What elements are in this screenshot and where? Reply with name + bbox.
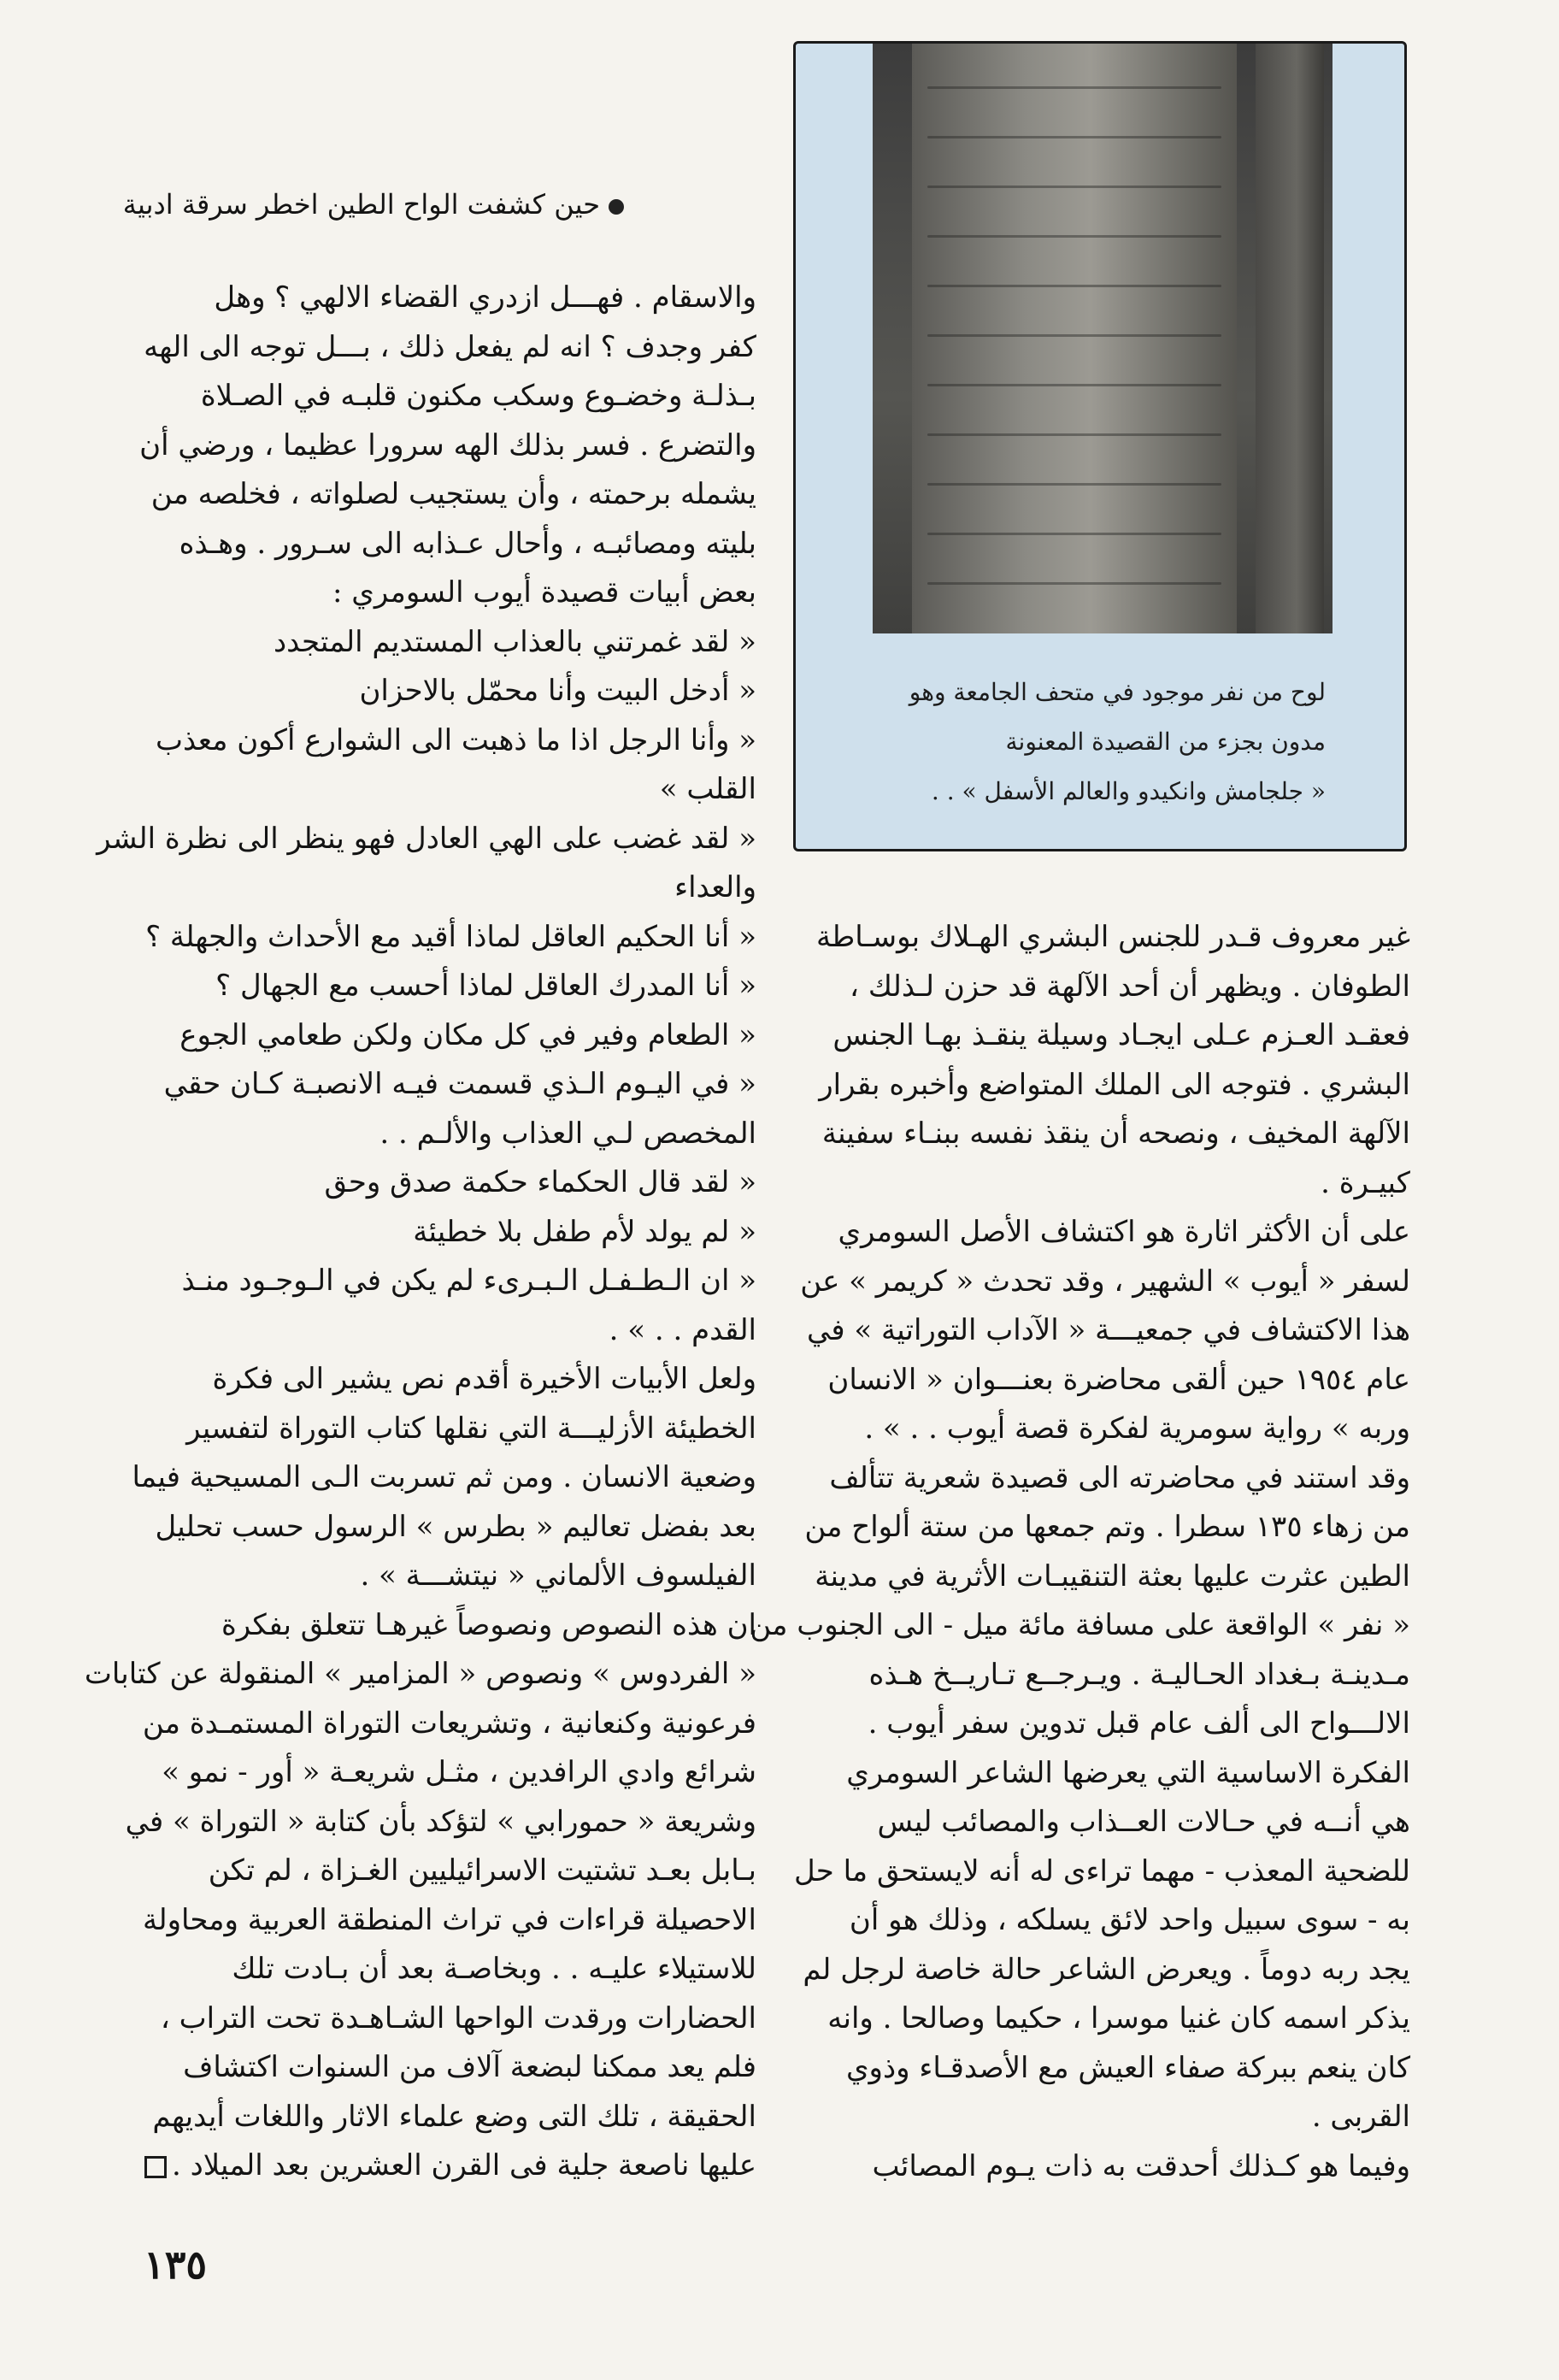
text-line: عام ١٩٥٤ حين ألقى محاضرة بعنـــوان « الانسان xyxy=(827,1362,1410,1397)
text-line: « وأنا الرجل اذا ما ذهبت الى الشوارع أكون معذب xyxy=(155,722,756,757)
text-line: « لقد غضب على الهي العادل فهو ينظر الى نظرة الشر xyxy=(97,821,756,856)
text-line: البشري . فتوجه الى الملك المتواضع وأخبره بقرار xyxy=(819,1067,1410,1102)
text-line: القلب » xyxy=(659,772,756,806)
page-number: ١٣٥ xyxy=(144,2242,208,2288)
text-line: هي أنــه في حـالات العــذاب والمصائب ليس xyxy=(877,1805,1410,1839)
text-line: والتضرع . فسر بذلك الهه سرورا عظيما ، ورضي أن xyxy=(139,427,756,462)
text-line: « أنا المدرك العاقل لماذا أحسب مع الجهال ؟ xyxy=(215,969,756,1003)
text-line: بليته ومصائبـه ، وأحال عـذابه الى سـرور . وهـذه xyxy=(179,526,756,561)
text-line: وفيما هو كـذلك أحدقت به ذات يـوم المصائب xyxy=(872,2148,1410,2183)
clay-tablet-image xyxy=(912,44,1237,633)
text-line: يشمله برحمته ، وأن يستجيب لصلواته ، فخلصه من xyxy=(150,477,756,511)
text-line: شرائع وادي الرافدين ، مثـل شريعـة « أور - نمو » xyxy=(162,1755,756,1789)
text-line: الفكرة الاساسية التي يعرضها الشاعر السومري xyxy=(846,1755,1410,1790)
text-line: يجد ربه دوماً . ويعرض الشاعر حالة خاصة لرجل لم xyxy=(803,1952,1410,1987)
right-column xyxy=(750,913,1410,2191)
text-line: وقد استند في محاضرته الى قصيدة شعرية تتألف xyxy=(829,1460,1410,1495)
text-line: الحضارات ورقدت الواحها الشـاهـدة تحت التراب ، xyxy=(160,2000,756,2035)
text-line: والاسقام . فهـــل ازدري القضاء الالهي ؟ وهل xyxy=(214,280,756,315)
text-line: فلم يعد ممكنا لبضعة آلاف من السنوات اكتشاف xyxy=(183,2050,756,2084)
text-line: القربى . xyxy=(1311,2100,1410,2134)
text-line: ولعل الأبيات الأخيرة أقدم نص يشير الى فكرة xyxy=(212,1362,756,1396)
text-line: وربه » رواية سومرية لفكرة قصة أيوب . . » . xyxy=(864,1411,1410,1446)
text-line: الخطيئة الأزليـــة التي نقلها كتاب التوراة لتفسير xyxy=(186,1411,756,1446)
text-line: به - سوى سبيل واحد لائق يسلكه ، وذلك هو أن xyxy=(849,1903,1410,1937)
figure-caption xyxy=(847,668,1326,816)
caption-line: لوح من نفر موجود في متحف الجامعة وهو xyxy=(909,678,1326,706)
text-line: الآلهة المخيف ، ونصحه أن ينقذ نفسه ببنـاء سفينة xyxy=(821,1116,1410,1151)
text-line: غير معروف قـدر للجنس البشري الهـلاك بوسـاطة xyxy=(816,920,1410,954)
text-line: الحقيقة ، تلك التى وضع علماء الاثار واللغات أيديهم xyxy=(152,2099,756,2134)
end-of-article-square-icon xyxy=(144,2156,167,2178)
text-line: هذا الاكتشاف في جمعيـــة « الآداب التوراتية » في xyxy=(806,1313,1410,1347)
bullet-icon xyxy=(609,199,624,215)
text-line: « لم يولد لأم طفل بلا خطيئة xyxy=(413,1214,756,1249)
text-line: من زهاء ١٣٥ سطرا . وتم جمعها من ستة ألواح من xyxy=(804,1510,1410,1544)
text-line: « نفر » الواقعة على مسافة مائة ميل - الى الجنوب من xyxy=(750,1608,1410,1642)
text-line: لسفر « أيوب » الشهير ، وقد تحدث « كريمر » عن xyxy=(800,1264,1410,1299)
text-line: « أنا الحكيم العاقل لماذا أقيد مع الأحداث والجهلة ؟ xyxy=(145,919,756,954)
text-line: والعداء xyxy=(674,870,756,904)
text-line: الطوفان . ويظهر أن أحد الآلهة قد حزن لـذلك ، xyxy=(850,969,1410,1004)
text-line: المخصص لـي العذاب والألـم . . xyxy=(379,1116,756,1151)
text-line: الالـــواح الى ألف عام قبل تدوين سفر أيوب . xyxy=(868,1706,1410,1741)
text-line: « ان الـطـفـل الـبـرىء لم يكن في الـوجـود منـذ xyxy=(181,1264,756,1298)
text-line: « لقد قال الحكماء حكمة صدق وحق xyxy=(324,1165,756,1199)
left-column xyxy=(84,274,756,2191)
text-line: يذكر اسمه كان غنيا موسرا ، حكيما وصالحا . وانه xyxy=(827,2001,1410,2035)
text-line: « لقد غمرتني بالعذاب المستديم المتجدد xyxy=(273,624,756,659)
text-line: مـدينـة بـغداد الحـاليـة . ويـرجــع تـاريــخ هـذه xyxy=(868,1657,1410,1692)
text-line: على أن الأكثر اثارة هو اكتشاف الأصل السومري xyxy=(838,1215,1410,1249)
figure-box xyxy=(793,41,1407,851)
text-line: ان هذه النصوص ونصوصاً غيرهـا تتعلق بفكرة xyxy=(221,1607,756,1642)
text-line: الاحصيلة قراءات في تراث المنطقة العربية ومحاولة xyxy=(142,1902,756,1937)
text-line: للضحية المعذب - مهما تراءى له أنه لايستحق ما حل xyxy=(794,1853,1410,1888)
text-line: « الفردوس » ونصوص « المزامير » المنقولة عن كتابات xyxy=(84,1657,756,1691)
text-line: بعد بفضل تعاليم « بطرس » الرسول حسب تحليل xyxy=(155,1509,756,1544)
text-line: وضعية الانسان . ومن ثم تسربت الـى المسيحية فيما xyxy=(132,1460,756,1494)
caption-line: « جلجامش وانكيدو والعالم الأسفل » . . xyxy=(931,777,1326,805)
text-line: فعقـد العـزم عـلى ايجـاد وسيلة ينقـذ بهـا الجنس xyxy=(832,1018,1410,1052)
text-line: فرعونية وكنعانية ، وتشريعات التوراة المستمـدة من xyxy=(142,1705,756,1741)
text-line: للاستيلاء عليـه . . وبخاصـة بعد أن بـادت تلك xyxy=(232,1952,756,1986)
tablet-shadow xyxy=(1256,44,1324,633)
text-line: « الطعام وفير في كل مكان ولكن طعامي الجوع xyxy=(179,1017,756,1052)
clay-tablet-photo xyxy=(873,44,1333,633)
text-line: « أدخل البيت وأنا محمّل بالاحزان xyxy=(359,674,756,708)
text-line: بـابل بعـد تشتيت الاسرائيليين الغـزاة ، لم تكن xyxy=(208,1853,756,1888)
text-line: كبيـرة . xyxy=(1321,1165,1410,1200)
caption-line: مدون بجزء من القصيدة المعنونة xyxy=(1005,728,1326,756)
text-line: القدم . . » . xyxy=(609,1312,756,1347)
article-title-text: حين كشفت الواح الطين اخطر سرقة ادبية xyxy=(122,188,600,221)
article-title xyxy=(122,188,624,221)
text-line: كفر وجدف ؟ انه لم يفعل ذلك ، بـــل توجه الى الهه xyxy=(144,329,756,364)
text-line: عليها ناصعة جلية فى القرن العشرين بعد الميلاد . xyxy=(171,2148,756,2183)
final-text-line xyxy=(124,2141,756,2191)
text-line: كان ينعم ببركة صفاء العيش مع الأصدقـاء وذوي xyxy=(845,2050,1410,2085)
text-line: وشريعة « حمورابي » لتؤكد بأن كتابة « التوراة » في xyxy=(125,1804,756,1839)
text-line: « في اليـوم الـذي قسمت فيـه الانصبـة كـان حقي xyxy=(163,1067,756,1101)
text-line: بعض أبيات قصيدة أيوب السومري : xyxy=(332,575,756,610)
text-line: الفيلسوف الألماني « نيتشـــة » . xyxy=(360,1558,756,1593)
text-line: الطين عثرت عليها بعثة التنقيبـات الأثرية في مدينة xyxy=(815,1558,1410,1594)
text-line: بـذلـة وخضـوع وسكب مكنون قلبـه في الصـلاة xyxy=(200,379,756,413)
